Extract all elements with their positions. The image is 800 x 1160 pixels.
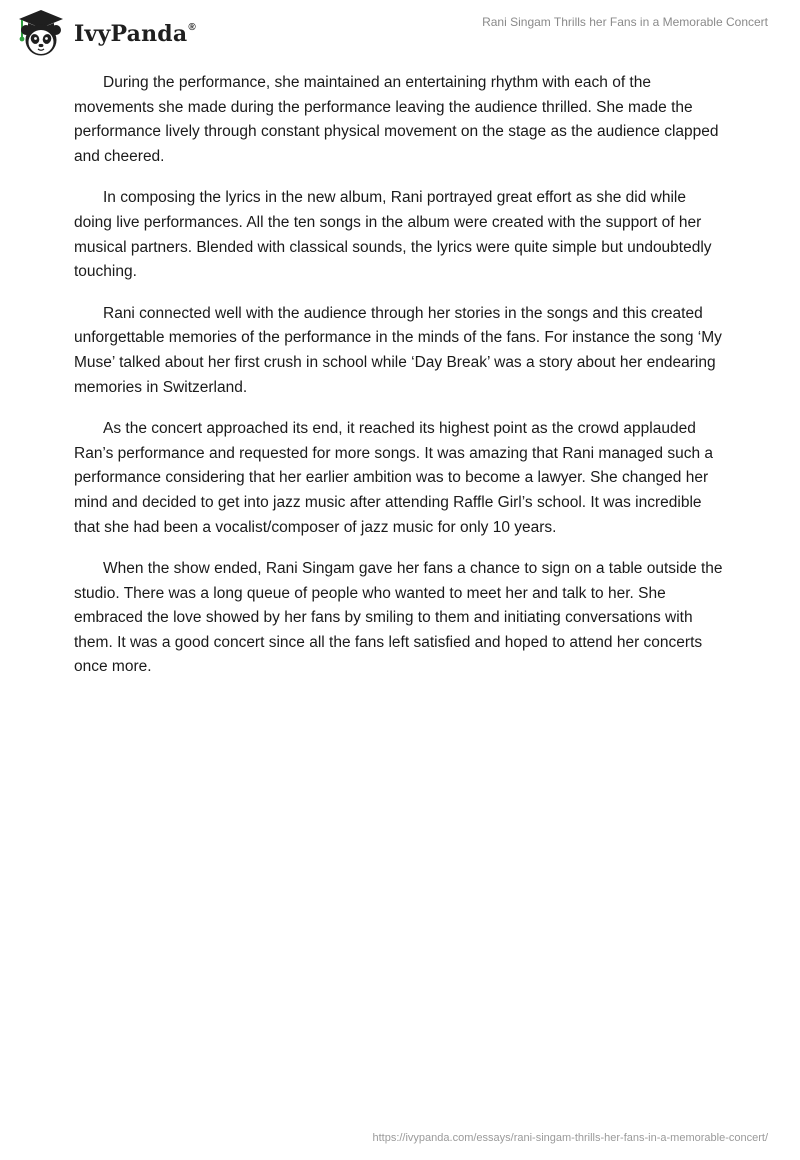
paragraph: During the performance, she maintained an entertaining rhythm with each of the movements she made during the performance leaving the audience thrilled. She made the performance lively through constant physical movement on the stage as the audience clapped and cheered. <box>74 74 719 165</box>
essay-body <box>74 71 726 697</box>
registered-mark: ® <box>188 21 196 33</box>
paragraph: In composing the lyrics in the new album, Rani portrayed great effort as she did while doing live performances. All the ten songs in the album were created with the support of her musical partners. Blended with classical sounds, the lyrics were quite simple but undoubtedly touching. <box>74 189 712 281</box>
page-header <box>0 0 800 64</box>
paragraph: Rani connected well with the audience through her stories in the songs and this created unforgettable memories of the performance in the minds of the fans. For instance the song ‘My Muse’ talked about her first crush in school while ‘Day Break’ was a story about her endearing memories in Switzerland. <box>74 304 722 396</box>
running-title: Rani Singam Thrills her Fans in a Memorable Concert <box>482 15 768 29</box>
source-url-link[interactable]: https://ivypanda.com/essays/rani-singam-thrills-her-fans-in-a-memorable-concert/ <box>372 1132 768 1144</box>
logo-wordmark <box>74 21 196 47</box>
panda-graduate-icon <box>14 8 68 58</box>
paragraph: As the concert approached its end, it reached its highest point as the crowd applauded Ran’s performance and requested for more songs. It was amazing that Rani managed such a performance considering that her earlier ambition was to become a lawyer. She changed her mind and decided to get into jazz music after attending Raffle Girl’s school. It was incredible that she had been a vocalist/composer of jazz music for only 10 years. <box>74 420 714 536</box>
paragraph: When the show ended, Rani Singam gave her fans a chance to sign on a table outside the studio. There was a long queue of people who wanted to meet her and talk to her. She embraced the love showed by her fans by smiling to them and initiating conversations with them. It was a good concert since all the fans left satisfied and hoped to attend her concerts once more. <box>74 560 723 676</box>
logo-text: IvyPanda <box>74 21 188 47</box>
ivypanda-logo[interactable] <box>14 8 196 58</box>
